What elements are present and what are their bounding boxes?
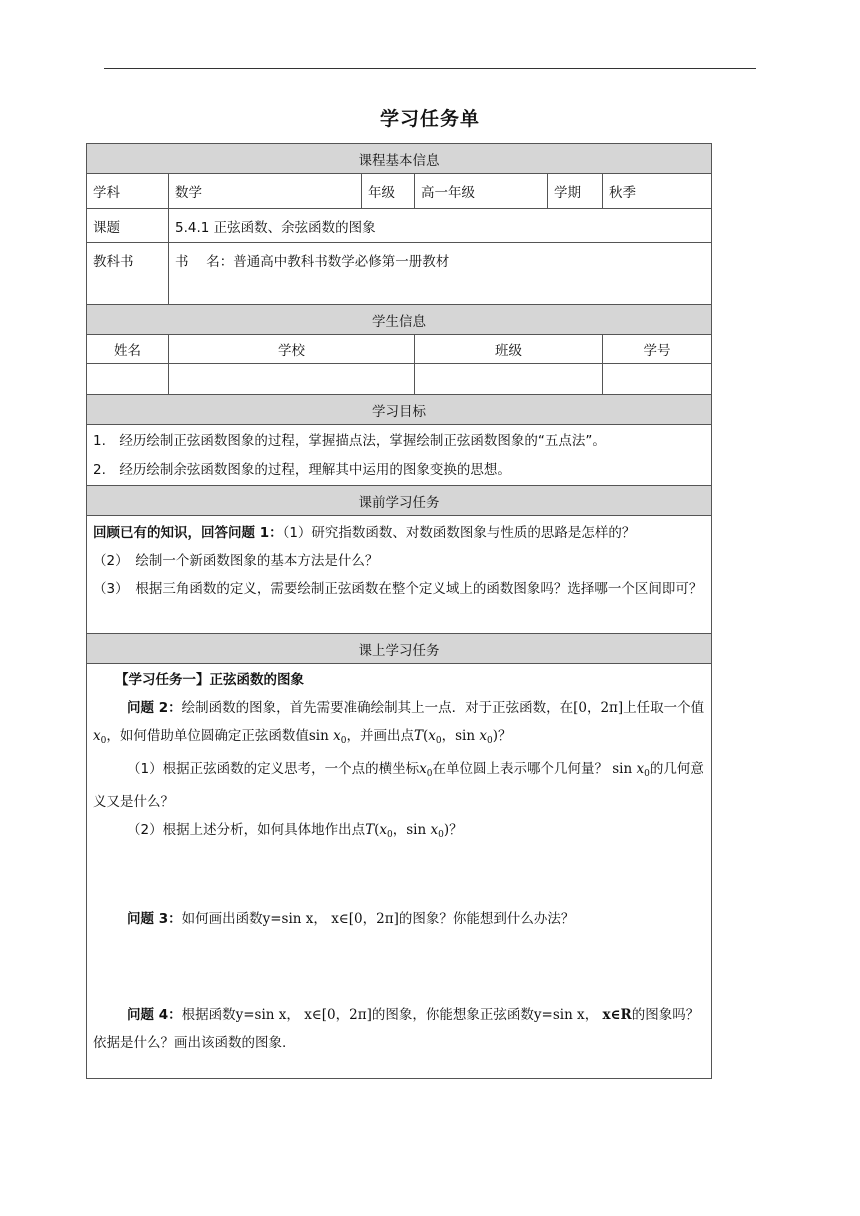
question-2-label: 问题 2： [127, 700, 182, 716]
question-3: 问题 3：如何画出函数y=sin x， x∈[0，2π]的图象？你能想到什么办法？ [127, 911, 575, 927]
textbook-value: 书 名：普通高中教科书数学必修第一册教材 [169, 243, 712, 305]
student-col-school: 学校 [169, 335, 415, 364]
question-2-part-1: （1）根据正弦函数的定义思考，一个点的横坐标$x_0$在单位圆上表示哪个几何量？ $\sin x_0$的几何意义又是什么？ [93, 761, 704, 810]
student-school-field[interactable] [169, 364, 415, 395]
topic-label: 课题 [87, 209, 169, 243]
question-2-part-2: （2）根据上述分析，如何具体地作出点$T(x_0$，$\sin x_0$)？ [127, 822, 463, 840]
question-4: 问题 4：根据函数y=sin x， x∈[0，2π]的图象，你能想象正弦函数y=sin x， x∈R的图象吗？依据是什么？画出该函数的图象. [93, 1007, 700, 1051]
pre-class-questions [87, 516, 712, 634]
student-col-name: 姓名 [87, 335, 169, 364]
subject-label: 学科 [87, 174, 169, 209]
goal-item: 1. 经历绘制正弦函数图象的过程，掌握描点法，掌握绘制正弦函数图象的“五点法”。 [93, 433, 606, 449]
question-1-part-2: （2） 绘制一个新函数图象的基本方法是什么？ [93, 553, 379, 569]
question-2: 问题 2：绘制函数的图象，首先需要准确绘制其上一点．对于正弦函数，在[0，2π]上任取一个值 $x_0$，如何借助单位圆确定正弦函数值$\sin x_0$，并画出点$T(x_0$，$\sin x_0$)？ [93, 700, 705, 746]
answer-space[interactable] [93, 849, 705, 905]
section-header-in-class: 课上学习任务 [87, 634, 712, 664]
student-col-class: 班级 [415, 335, 603, 364]
student-col-id: 学号 [603, 335, 712, 364]
term-label: 学期 [548, 174, 603, 209]
section-header-pre-class: 课前学习任务 [87, 486, 712, 516]
section-header-goals: 学习目标 [87, 395, 712, 425]
question-1-part-1: （1）研究指数函数、对数函数图象与性质的思路是怎样的？ [282, 525, 636, 541]
question-1-part-3: （3） 根据三角函数的定义，需要绘制正弦函数在整个定义域上的函数图象吗？选择哪一个区间即可？ [93, 581, 703, 597]
student-class-field[interactable] [415, 364, 603, 395]
in-class-tasks [87, 664, 712, 1079]
textbook-label: 教科书 [87, 243, 169, 305]
task-sheet-table [86, 143, 711, 1079]
subject-value: 数学 [169, 174, 362, 209]
goal-item: 2. 经历绘制余弦函数图象的过程，理解其中运用的图象变换的思想。 [93, 462, 511, 478]
header-rule [104, 68, 756, 69]
task-1-title: 【学习任务一】正弦函数的图象 [115, 672, 304, 688]
answer-space[interactable] [93, 933, 705, 1001]
grade-label: 年级 [362, 174, 415, 209]
question-4-label: 问题 4： [127, 1007, 182, 1023]
question-3-label: 问题 3： [127, 911, 182, 927]
goals-list [87, 425, 712, 486]
section-header-student-info: 学生信息 [87, 305, 712, 335]
document-title: 学习任务单 [379, 108, 480, 130]
grade-value: 高一年级 [415, 174, 548, 209]
topic-value: 5.4.1 正弦函数、余弦函数的图象 [169, 209, 712, 243]
question-1-lead: 回顾已有的知识，回答问题 1： [93, 525, 283, 541]
student-id-field[interactable] [603, 364, 712, 395]
student-name-field[interactable] [87, 364, 169, 395]
section-header-course-info: 课程基本信息 [87, 144, 712, 174]
term-value: 秋季 [603, 174, 712, 209]
